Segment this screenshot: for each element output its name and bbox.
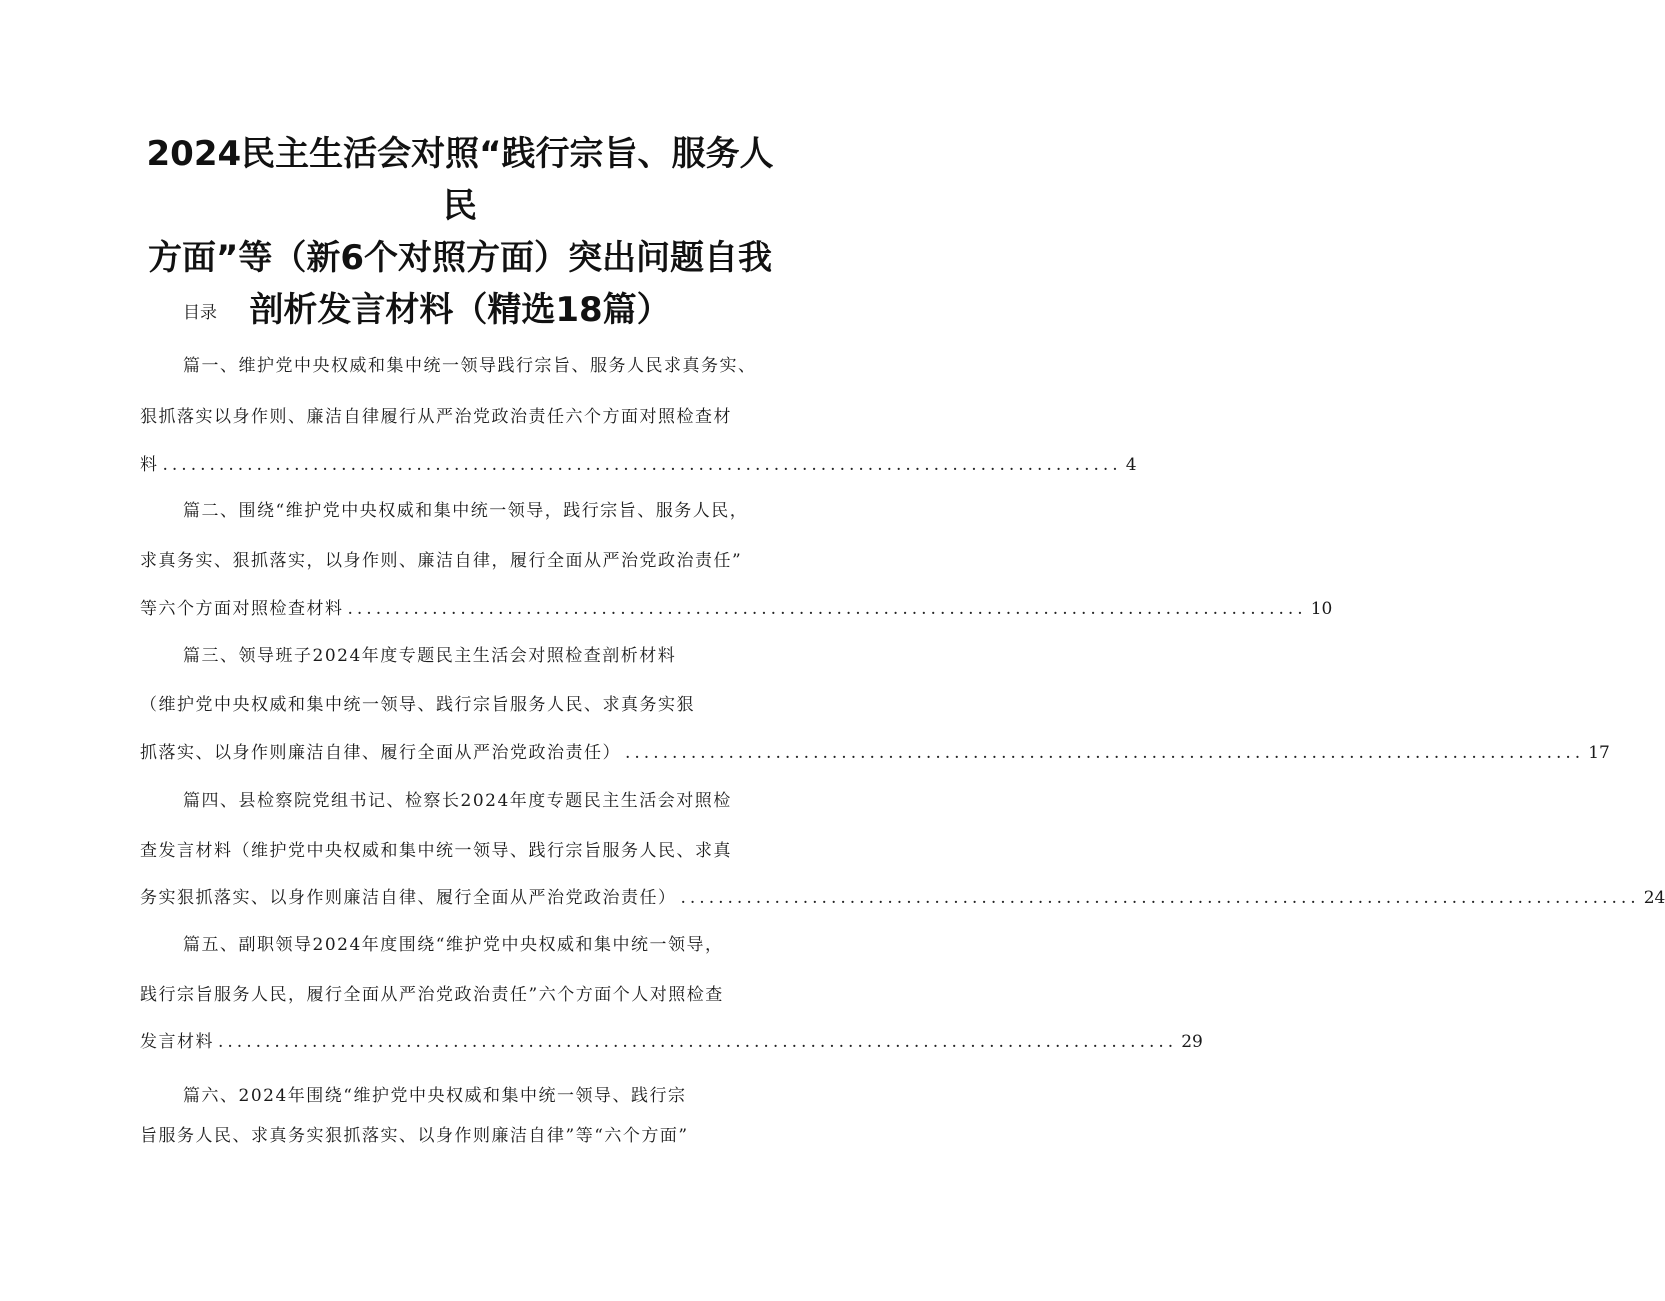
toc-entry-3-line-3[interactable] [140,738,1610,768]
toc-entry-1-line-1[interactable]: 篇一、维护党中央权威和集中统一领导践行宗旨、服务人民求真务实、 [183,356,757,376]
toc-entry-4-line-1[interactable]: 篇四、县检察院党组书记、检察长2024年度专题民主生活会对照检 [183,791,732,811]
toc-entry-2-line-1[interactable]: 篇二、围绕“维护党中央权威和集中统一领导，践行宗旨、服务人民， [183,501,749,521]
title-line-2: 方面”等（新6个对照方面）突出问题自我 [147,238,772,278]
toc-entry-2-line-3[interactable] [140,594,1333,624]
toc-entry-5-text: 发言材料 [140,1032,214,1052]
toc-entry-4-line-2[interactable]: 查发言材料（维护党中央权威和集中统一领导、践行宗旨服务人民、求真 [140,841,732,861]
toc-entry-4-page: 24 [1643,888,1665,908]
dot-leader: ...................................................................................................... [680,888,1640,908]
toc-entry-1-line-3[interactable] [140,450,1137,480]
toc-entry-1-line-2[interactable]: 狠抓落实以身作则、廉洁自律履行从严治党政治责任六个方面对照检查材 [140,407,732,427]
toc-entry-6-line-1[interactable]: 篇六、2024年围绕“维护党中央权威和集中统一领导、践行宗 [183,1086,687,1106]
toc-entry-5-line-3[interactable] [140,1027,1203,1057]
toc-heading: 目录 [183,303,217,323]
toc-entry-1-page: 4 [1125,455,1137,475]
dot-leader: ...................................................................................................... [218,1032,1178,1052]
toc-entry-3-page: 17 [1588,743,1610,763]
toc-entry-4-line-3[interactable] [140,883,1665,913]
dot-leader: ...................................................................................................... [347,599,1307,619]
toc-entry-3-line-1[interactable]: 篇三、领导班子2024年度专题民主生活会对照检查剖析材料 [183,646,677,666]
toc-entry-5-line-2[interactable]: 践行宗旨服务人民，履行全面从严治党政治责任”六个方面个人对照检查 [140,985,724,1005]
toc-entry-5-line-1[interactable]: 篇五、副职领导2024年度围绕“维护党中央权威和集中统一领导， [183,935,724,955]
toc-entry-4-text: 务实狠抓落实、以身作则廉洁自律、履行全面从严治党政治责任） [140,888,677,908]
dot-leader: ...................................................................................................... [162,455,1122,475]
toc-entry-6-line-2[interactable]: 旨服务人民、求真务实狠抓落实、以身作则廉洁自律”等“六个方面” [140,1126,689,1146]
toc-entry-5-page: 29 [1181,1032,1203,1052]
title-line-1: 2024民主生活会对照“践行宗旨、服务人民 [146,134,774,226]
toc-entry-1-text: 料 [140,455,159,475]
dot-leader: ...................................................................................................... [625,743,1585,763]
toc-entry-2-page: 10 [1310,599,1333,619]
document-title [130,128,790,336]
toc-entry-3-line-2[interactable]: （维护党中央权威和集中统一领导、践行宗旨服务人民、求真务实狠 [140,695,695,715]
toc-entry-3-text: 抓落实、以身作则廉洁自律、履行全面从严治党政治责任） [140,743,621,763]
toc-entry-2-text: 等六个方面对照检查材料 [140,599,344,619]
title-line-3: 剖析发言材料（精选18篇） [249,290,671,330]
toc-entry-2-line-2[interactable]: 求真务实、狠抓落实，以身作则、廉洁自律，履行全面从严治党政治责任” [140,551,743,571]
